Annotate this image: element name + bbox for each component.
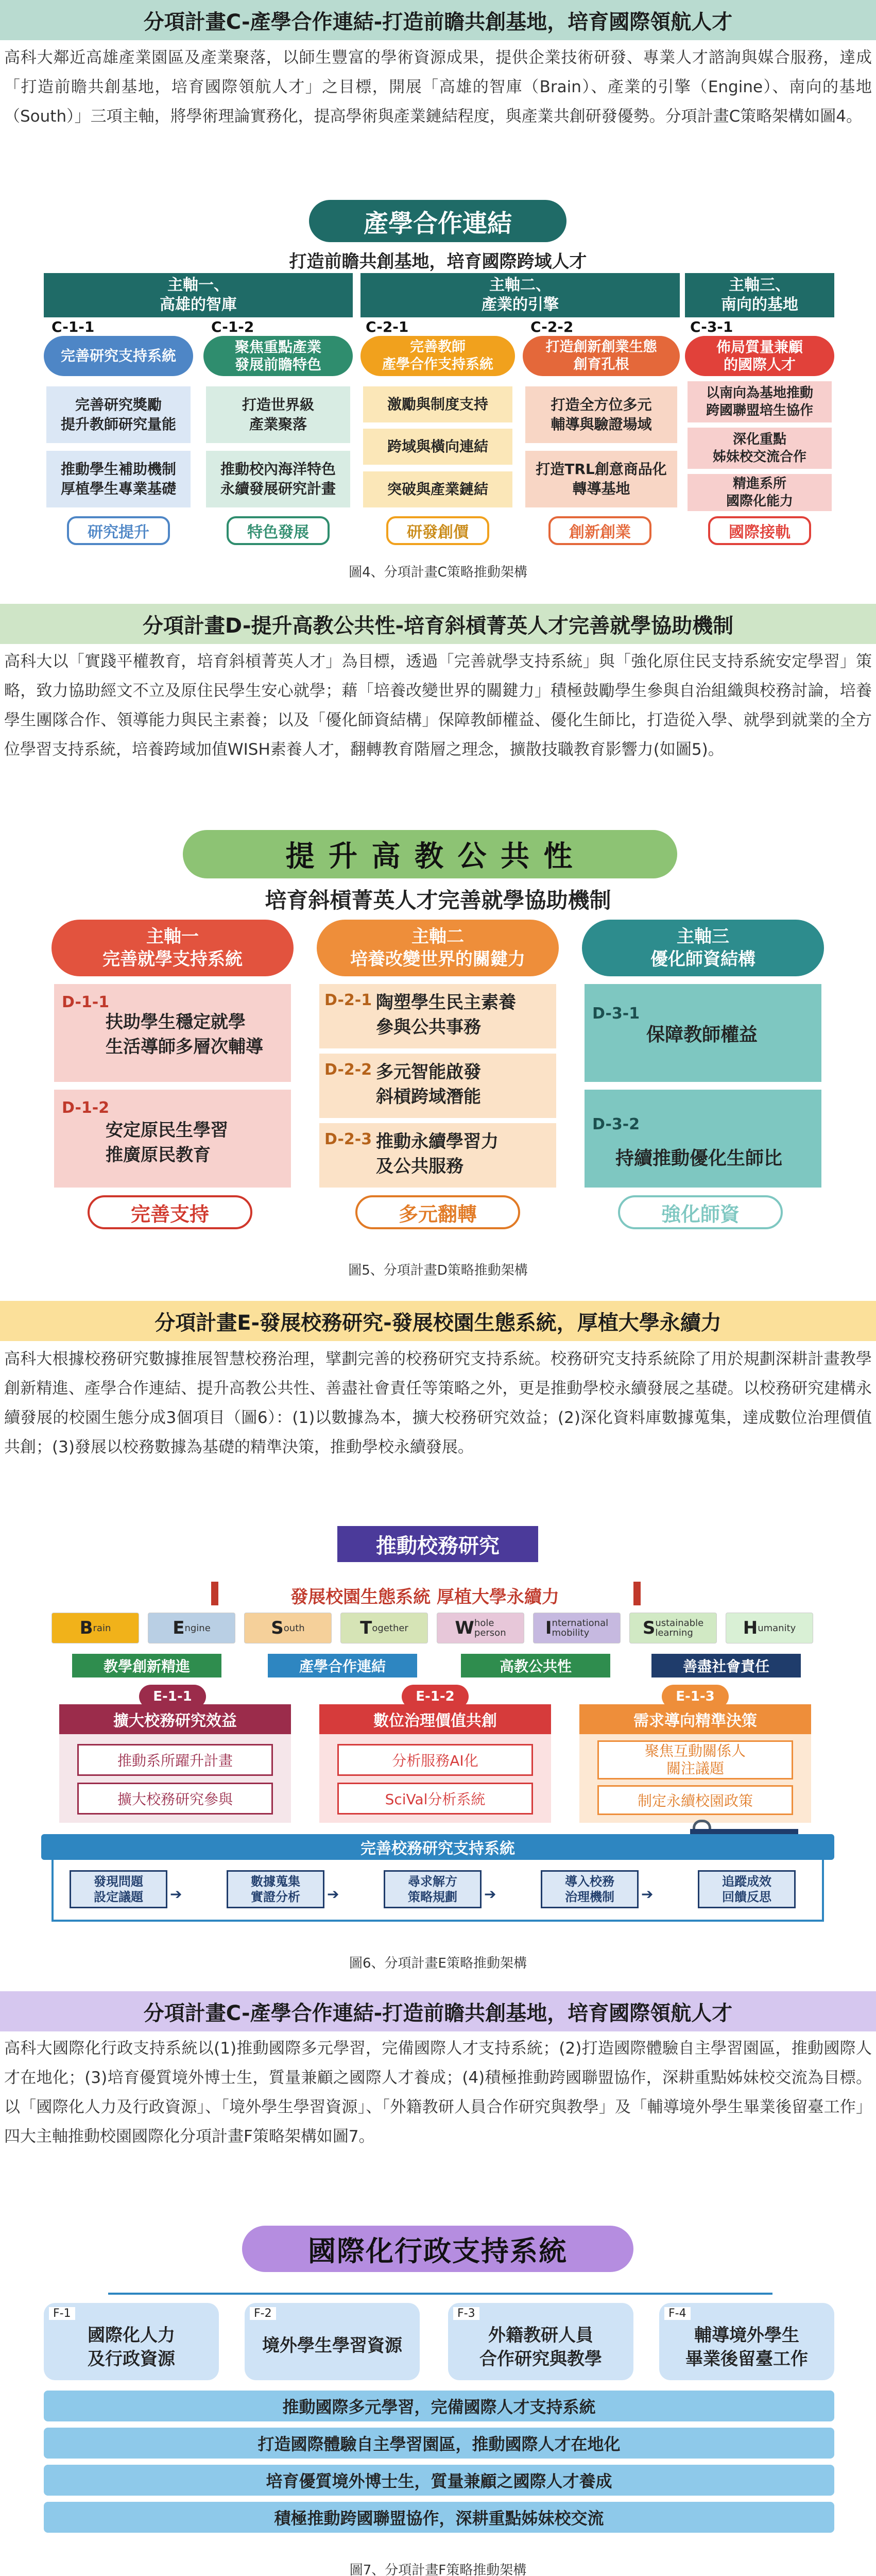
goal-1: 推動國際多元學習，完備國際人才支持系統 — [44, 2391, 834, 2421]
item-c31-3: 精進系所 國際化能力 — [688, 474, 832, 511]
figure-5-caption: 圖5、分項計畫D策略推動架構 — [348, 1263, 528, 1278]
arrow-icon: ➔ — [170, 1886, 182, 1903]
section-c-title: 分項計畫C-產學合作連結-打造前瞻共創基地，培育國際領航人才 — [0, 0, 876, 40]
arrow-icon: ➔ — [327, 1886, 339, 1903]
section-c-paragraph: 高科大鄰近高雄產業園區及產業聚落，以師生豐富的學術資源成果，提供企業技術研發、專業人才諮詢與媒合服務，達成「打造前瞻共創基地，培育國際領航人才」之目標，開展「高雄的智庫（Brain）、產業的引擎（Engine）、南向的基地（South）」三項主軸，將學術理論實務化，提高學術與產業鏈結程度，與產業共創研發優勢。分項計畫C策略架構如圖4。 — [4, 48, 872, 126]
axis-2: 主軸二、 產業的引擎 — [360, 273, 680, 317]
key-word: ngine — [184, 1622, 211, 1634]
strat-4: 善盡社會責任 — [651, 1654, 801, 1677]
section-f-title: 分項計畫C-產學合作連結-打造前瞻共創基地，培育國際領航人才 — [0, 1991, 876, 2031]
support-bar: 完善校務研究支持系統 — [41, 1834, 834, 1860]
key-word: rain — [93, 1622, 111, 1634]
axis-d2: 主軸二 培養改變世界的關鍵力 — [317, 920, 559, 976]
tag-c5: 國際接軌 — [708, 516, 811, 545]
figure-6 — [0, 1525, 876, 1947]
d31-code: D-3-1 — [592, 1005, 640, 1023]
figure-5-title: 提 升 高 教 公 共 性 — [183, 830, 677, 878]
item-e12-1: 分析服務AI化 — [337, 1744, 533, 1776]
section-d-title: 分項計畫D-提升高教公共性-培育斜槓菁英人才完善就學協助機制 — [0, 604, 876, 644]
section-e — [0, 1301, 876, 1341]
section-e-paragraph: 高科大根據校務研究數據推展智慧校務治理，擘劃完善的校務研究支持系統。校務研究支持系統除了用於規劃深耕計畫教學創新精進、產學合作連結、提升高教公共性、善盡社會責任等策略之外，更是推動學校永續發展之基礎。以校務研究建構永續發展的校園生態分成3個項目（圖6）：(1)以數據為本，擴大校務研究效益；(2)深化資料庫數據蒐集，達成數位治理價值共創；(3)發展以校務數據為基礎的精準決策，推動學校永續發展。 — [4, 1350, 872, 1456]
key-box — [51, 1613, 139, 1643]
key-box — [437, 1613, 524, 1643]
key-letter: T — [360, 1618, 372, 1638]
figure-5 — [0, 827, 876, 1244]
d23-text: 推動永續學習力 及公共服務 — [376, 1131, 499, 1177]
d23-box — [319, 1123, 556, 1188]
tag-d3: 強化師資 — [618, 1195, 783, 1229]
key-word: nternational mobility — [552, 1618, 609, 1638]
tag-d2: 多元翻轉 — [355, 1195, 520, 1229]
figure-4-subtitle: 打造前瞻共創基地，培育國際跨域人才 — [289, 251, 587, 272]
code-c31: C-3-1 — [690, 318, 733, 335]
figure-7 — [0, 2221, 876, 2555]
key-letter: B — [79, 1618, 93, 1638]
f3-code: F-3 — [453, 2307, 479, 2320]
brain-keys — [51, 1613, 824, 1646]
head-c12: 聚焦重點產業 發展前瞻特色 — [203, 336, 353, 376]
flow-4: 導入校務 治理機制 — [541, 1870, 639, 1908]
section-d-paragraph: 高科大以「實踐平權教育，培育斜槓菁英人才」為目標，透過「完善就學支持系統」與「強化原住民支持系統安定學習」策略，致力協助經文不立及原住民學生安心就學；藉「培養改變世界的關鍵力」積極鼓勵學生參與自治組織與校務討論，培養學生團隊合作、領導能力與民主素養；以及「優化師資結構」保障教師權益、優化生師比，打造從入學、就學到就業的全方位學習支持系統，培養跨域加值WISH素養人才，翻轉教育階層之理念，擴散技職教育影響力(如圖5)。 — [4, 652, 872, 759]
tag-c1: 研究提升 — [67, 516, 170, 545]
flow-3: 尋求解方 策略規劃 — [384, 1870, 482, 1908]
head-e12: 數位治理價值共創 — [319, 1704, 551, 1734]
key-box — [726, 1613, 813, 1643]
code-e13: E-1-3 — [662, 1685, 729, 1708]
d11-code: D-1-1 — [62, 993, 110, 1011]
f2-code: F-2 — [250, 2307, 276, 2320]
key-word: ogether — [372, 1622, 408, 1634]
code-c21: C-2-1 — [366, 318, 409, 335]
d32-code: D-3-2 — [592, 1115, 640, 1133]
item-c12-2: 推動校內海洋特色 永續發展研究計畫 — [206, 451, 350, 507]
item-c11-1: 完善研究獎勵 提升教師研究量能 — [46, 386, 191, 443]
d31-box — [585, 984, 821, 1082]
f1-box — [44, 2303, 219, 2380]
item-e13-2: 制定永續校園政策 — [597, 1785, 793, 1815]
figure-7-caption: 圖7、分項計畫F策略推動架構 — [349, 2563, 527, 2576]
item-c21-2: 跨域與橫向連結 — [363, 429, 512, 465]
f4-box — [659, 2303, 834, 2380]
item-c21-1: 激勵與制度支持 — [363, 386, 512, 422]
key-letter: W — [455, 1618, 474, 1638]
d22-code: D-2-2 — [324, 1061, 372, 1079]
item-c22-1: 打造全方位多元 輔導與驗證場域 — [525, 386, 677, 443]
head-c21: 完善教師 產學合作支持系統 — [360, 336, 515, 376]
goal-4: 積極推動跨國聯盟協作，深耕重點姊妹校交流 — [44, 2502, 834, 2533]
item-c31-1: 以南向為基地推動 跨國聯盟培生協作 — [688, 381, 832, 422]
d21-text: 陶塑學生民主素養 參與公共事務 — [376, 992, 516, 1038]
f1-code: F-1 — [49, 2307, 75, 2320]
axis-d3: 主軸三 優化師資結構 — [582, 920, 824, 976]
section-f-paragraph: 高科大國際化行政支持系統以(1)推動國際多元學習，完備國際人才支持系統；(2)打造國際體驗自主學習園區，推動國際人才在地化；(3)培育優質境外博士生，質量兼顧之國際人才養成；(4)積極推動跨國聯盟協作，深耕重點姊妹校交流為目標。以「國際化人力及行政資源」、「境外學生學習資源」、「外籍教研人員合作研究與教學」及「輔導境外學生畢業後留臺工作」四大主軸推動校園國際化分項計畫F策略架構如圖7。 — [4, 2039, 872, 2146]
d12-text: 安定原民生學習 推廣原民教育 — [106, 1120, 228, 1165]
item-e11-2: 擴大校務研究參與 — [77, 1783, 273, 1815]
d11-box — [54, 984, 291, 1082]
item-c31-2: 深化重點 姊妹校交流合作 — [688, 428, 832, 469]
d12-box — [54, 1090, 291, 1188]
figure-5-subtitle: 培育斜槓菁英人才完善就學協助機制 — [265, 888, 611, 913]
arrow-icon: ➔ — [641, 1886, 654, 1903]
d12-code: D-1-2 — [62, 1099, 110, 1117]
axis-3: 主軸三、 南向的基地 — [685, 273, 834, 317]
item-c12-1: 打造世界級 產業聚落 — [206, 386, 350, 443]
key-letter: S — [642, 1618, 656, 1638]
code-c11: C-1-1 — [51, 318, 95, 335]
tag-d1: 完善支持 — [88, 1195, 252, 1229]
d31-text: 保障教師權益 — [646, 1024, 758, 1045]
key-letter: S — [271, 1618, 284, 1638]
flow-2: 數據蒐集 實證分析 — [227, 1870, 324, 1908]
d23-code: D-2-3 — [324, 1130, 372, 1148]
figure-4-caption: 圖4、分項計畫C策略推動架構 — [349, 565, 527, 580]
f4-code: F-4 — [664, 2307, 691, 2320]
figure-6-caption: 圖6、分項計畫E策略推動架構 — [349, 1956, 527, 1971]
red-bar-left — [211, 1582, 218, 1605]
head-c11: 完善研究支持系統 — [44, 336, 193, 376]
code-c12: C-1-2 — [211, 318, 254, 335]
flow-5: 追蹤成效 回饋反思 — [698, 1870, 796, 1908]
key-word: umanity — [758, 1622, 796, 1634]
d22-text: 多元智能啟發 斜槓跨域潛能 — [376, 1062, 481, 1107]
goal-3: 培育優質境外博士生，質量兼顧之國際人才養成 — [44, 2465, 834, 2496]
section-f — [0, 1991, 876, 2031]
figure-6-subtitle: 發展校園生態系統 厚植大學永續力 — [290, 1587, 559, 1607]
head-e13: 需求導向精準決策 — [579, 1704, 811, 1734]
code-e12: E-1-2 — [402, 1685, 469, 1708]
f4-text: 輔導境外學生 畢業後留臺工作 — [685, 2325, 808, 2369]
code-e11: E-1-1 — [139, 1685, 206, 1708]
item-e12-2: SciVal分析系統 — [337, 1783, 533, 1815]
key-word: hole person — [474, 1618, 506, 1638]
d32-text: 持續推動優化生師比 — [615, 1148, 783, 1169]
f3-text: 外籍教研人員 合作研究與教學 — [479, 2325, 602, 2369]
d32-box — [585, 1090, 821, 1188]
key-letter: H — [743, 1618, 758, 1638]
key-word: ustainable learning — [655, 1618, 704, 1638]
item-c22-2: 打造TRL創意商品化 轉導基地 — [525, 451, 677, 507]
strat-3: 高教公共性 — [461, 1654, 610, 1677]
head-c22: 打造創新創業生態 創育孔根 — [523, 336, 680, 376]
tag-c4: 創新創業 — [548, 516, 651, 545]
d21-box — [319, 984, 556, 1048]
figure-4 — [0, 196, 876, 567]
strat-1: 教學創新精進 — [72, 1654, 221, 1677]
key-box — [340, 1613, 428, 1643]
key-letter: I — [545, 1618, 552, 1638]
tag-c3: 研發創價 — [386, 516, 489, 545]
f2-text: 境外學生學習資源 — [262, 2335, 402, 2356]
f1-text: 國際化人力 及行政資源 — [88, 2325, 175, 2369]
section-c — [0, 0, 876, 40]
axis-d1: 主軸一 完善就學支持系統 — [51, 920, 294, 976]
d21-code: D-2-1 — [324, 991, 372, 1009]
figure-4-title: 產學合作連結 — [309, 200, 566, 242]
item-e13-1: 聚焦互動關係人 關注議題 — [597, 1740, 793, 1780]
key-word: outh — [283, 1622, 305, 1634]
f3-box — [448, 2303, 633, 2380]
axis-1: 主軸一、 高雄的智庫 — [44, 273, 353, 317]
connector-line — [108, 2293, 772, 2295]
section-e-title: 分項計畫E-發展校務研究-發展校園生態系統，厚植大學永續力 — [0, 1301, 876, 1341]
figure-6-title: 推動校務研究 — [337, 1526, 538, 1562]
flow-1: 發現問題 設定議題 — [70, 1870, 167, 1908]
section-d — [0, 604, 876, 644]
head-e11: 擴大校務研究效益 — [59, 1704, 291, 1734]
arrow-icon: ➔ — [484, 1886, 496, 1903]
key-letter: E — [173, 1618, 185, 1638]
item-e11-1: 推動系所躍升計畫 — [77, 1744, 273, 1776]
key-box — [148, 1613, 235, 1643]
code-c22: C-2-2 — [530, 318, 574, 335]
tag-c2: 特色發展 — [227, 516, 330, 545]
key-box — [629, 1613, 717, 1643]
goal-2: 打造國際體驗自主學習園區，推動國際人才在地化 — [44, 2428, 834, 2459]
d22-box — [319, 1054, 556, 1118]
key-box — [244, 1613, 332, 1643]
key-box — [533, 1613, 621, 1643]
item-c21-3: 突破與產業鏈結 — [363, 471, 512, 507]
f2-box — [245, 2303, 420, 2380]
figure-7-title: 國際化行政支持系統 — [242, 2226, 633, 2272]
red-bar-right — [633, 1582, 641, 1605]
head-c31: 佈局質量兼顧 的國際人才 — [685, 336, 834, 376]
d11-text: 扶助學生穩定就學 生活導師多層次輔導 — [106, 1012, 263, 1057]
strat-2: 產學合作連結 — [268, 1654, 417, 1677]
item-c11-2: 推動學生補助機制 厚植學生專業基礎 — [46, 451, 191, 507]
